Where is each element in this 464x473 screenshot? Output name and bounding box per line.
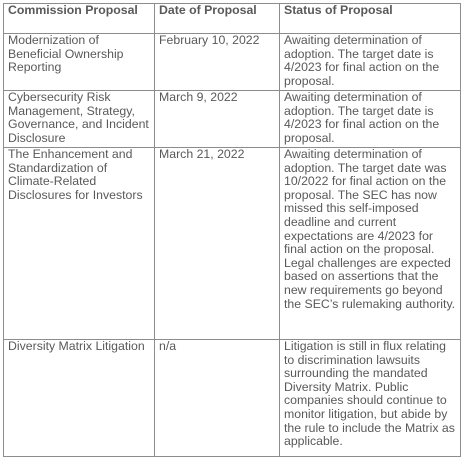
status-cell: Litigation is still in flux relating to discrimination lawsuits surrounding the mandated Diversity Matrix. Public companies should continue to monitor litigation, but abide by the rule to include the Matrix as applicable. xyxy=(280,340,461,457)
header-status-of-proposal: Status of Proposal xyxy=(280,4,461,34)
header-row xyxy=(4,4,461,34)
date-cell: March 9, 2022 xyxy=(155,91,280,148)
proposal-cell: Diversity Matrix Litigation xyxy=(4,340,155,457)
header-commission-proposal: Commission Proposal xyxy=(4,4,155,34)
date-cell: n/a xyxy=(155,340,280,457)
proposals-table xyxy=(3,3,461,457)
table-row xyxy=(4,34,461,91)
header-date-of-proposal: Date of Proposal xyxy=(155,4,280,34)
table-row xyxy=(4,148,461,340)
status-cell: Awaiting determination of adoption. The target date is 4/2023 for final action on the proposal. xyxy=(280,34,461,91)
table-row xyxy=(4,91,461,148)
table-row xyxy=(4,340,461,457)
proposal-cell: Cybersecurity Risk Management, Strategy, Governance, and Incident Disclosure xyxy=(4,91,155,148)
date-cell: February 10, 2022 xyxy=(155,34,280,91)
status-cell: Awaiting determination of adoption. The target date was 10/2022 for final action on the proposal. The SEC has now missed this self-imposed deadline and current expectations are 4/2023 for final action on the proposal. Legal challenges are expected based on assertions that the new requirements go beyond the SEC’s rulemaking authority. xyxy=(280,148,461,340)
proposal-cell: Modernization of Beneficial Ownership Reporting xyxy=(4,34,155,91)
status-cell: Awaiting determination of adoption. The target date is 4/2023 for final action on the proposal. xyxy=(280,91,461,148)
date-cell: March 21, 2022 xyxy=(155,148,280,340)
proposal-cell: The Enhancement and Standardization of Climate-Related Disclosures for Investors xyxy=(4,148,155,340)
